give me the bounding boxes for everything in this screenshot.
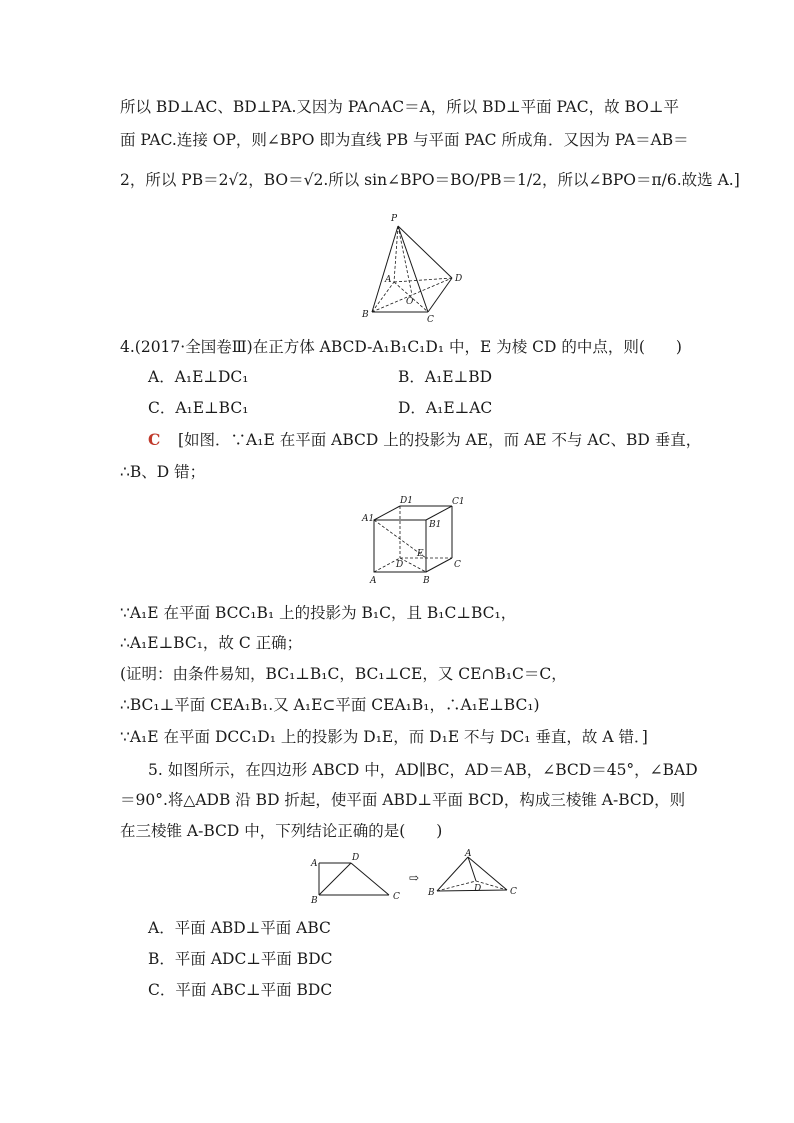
- cube-label-e: E: [417, 549, 424, 559]
- fold-left-label-a: A: [311, 859, 318, 869]
- question-5-line-3: 在三棱锥 A-BCD 中，下列结论正确的是( ): [120, 822, 443, 840]
- option-4b: B．A₁E⊥BD: [398, 368, 493, 386]
- solution-4-line-7: ∵A₁E 在平面 DCC₁D₁ 上的投影为 D₁E，而 D₁E 不与 DC₁ 垂直，故 A 错．]: [120, 728, 648, 746]
- fold-left-label-b: B: [311, 896, 318, 904]
- fold-left-label-d: D: [352, 853, 360, 863]
- option-4a: A．A₁E⊥DC₁: [148, 368, 249, 386]
- solution-4-line-2: ∴B、D 错；: [120, 463, 206, 481]
- fold-right-label-d: D: [474, 884, 482, 894]
- solution-4-line-4: ∴A₁E⊥BC₁，故 C 正确；: [120, 634, 303, 652]
- pyramid-label-o: O: [406, 297, 414, 307]
- cube-label-c1: C1: [452, 497, 465, 507]
- cube-label-d1: D1: [400, 496, 413, 506]
- cube-label-a1: A1: [362, 514, 375, 524]
- option-4d: D．A₁E⊥AC: [398, 399, 493, 417]
- pyramid-label-c: C: [427, 315, 434, 325]
- cube-label-b1: B1: [429, 520, 442, 530]
- fold-left-label-c: C: [393, 892, 400, 902]
- cube-label-a: A: [370, 576, 377, 586]
- cube-label-c: C: [454, 560, 461, 570]
- pyramid-label-a: A: [385, 275, 392, 285]
- cube-figure: [360, 494, 470, 589]
- option-5c: C．平面 ABC⊥平面 BDC: [148, 981, 333, 999]
- text-line-1: 所以 BD⊥AC、BD⊥PA.又因为 PA∩AC＝A，所以 BD⊥平面 PAC，故 BO⊥平: [120, 98, 679, 116]
- pyramid-figure: [350, 210, 480, 325]
- answer-4: C: [148, 430, 161, 449]
- text-line-3: 2，所以 PB＝2√2，BO＝√2.所以 sin∠BPO＝BO/PB＝1/2，所以∠BPO＝π/6.故选 A.]: [120, 171, 740, 189]
- cube-label-d: D: [396, 560, 404, 570]
- option-5b: B．平面 ADC⊥平面 BDC: [148, 950, 333, 968]
- option-4c: C．A₁E⊥BC₁: [148, 399, 249, 417]
- solution-4-line-3: ∵A₁E 在平面 BCC₁B₁ 上的投影为 B₁C，且 B₁C⊥BC₁，: [120, 604, 517, 622]
- pyramid-label-d: D: [455, 274, 463, 284]
- pyramid-label-b: B: [362, 310, 369, 320]
- pyramid-label-p: P: [391, 214, 398, 224]
- solution-4-line-6: ∴BC₁⊥平面 CEA₁B₁.又 A₁E⊂平面 CEA₁B₁，∴A₁E⊥BC₁): [120, 696, 540, 714]
- question-4-stem: 4.(2017·全国卷Ⅲ)在正方体 ABCD-A₁B₁C₁D₁ 中，E 为棱 CD 的中点，则( ): [120, 338, 682, 356]
- option-5a: A．平面 ABD⊥平面 ABC: [148, 919, 331, 937]
- solution-4-line-1: [如图．∵A₁E 在平面 ABCD 上的投影为 AE，而 AE 不与 AC、BD 垂直，: [178, 431, 702, 449]
- fold-figure: [305, 848, 525, 904]
- question-5-line-2: ＝90°.将△ADB 沿 BD 折起，使平面 ABD⊥平面 BCD，构成三棱锥 A-BCD，则: [120, 791, 686, 809]
- question-5-line-1: 5. 如图所示，在四边形 ABCD 中，AD∥BC，AD＝AB，∠BCD＝45°，∠BAD: [148, 761, 698, 779]
- fold-right-label-a: A: [465, 849, 472, 859]
- fold-right-label-b: B: [428, 888, 435, 898]
- solution-4-line-5: (证明：由条件易知，BC₁⊥B₁C，BC₁⊥CE，又 CE∩B₁C＝C，: [120, 665, 567, 683]
- fold-arrow: ⇨: [409, 871, 420, 885]
- fold-right-label-c: C: [510, 887, 517, 897]
- text-line-2: 面 PAC.连接 OP，则∠BPO 即为直线 PB 与平面 PAC 所成角．又因为 PA＝AB＝: [120, 131, 689, 149]
- cube-label-b: B: [423, 576, 430, 586]
